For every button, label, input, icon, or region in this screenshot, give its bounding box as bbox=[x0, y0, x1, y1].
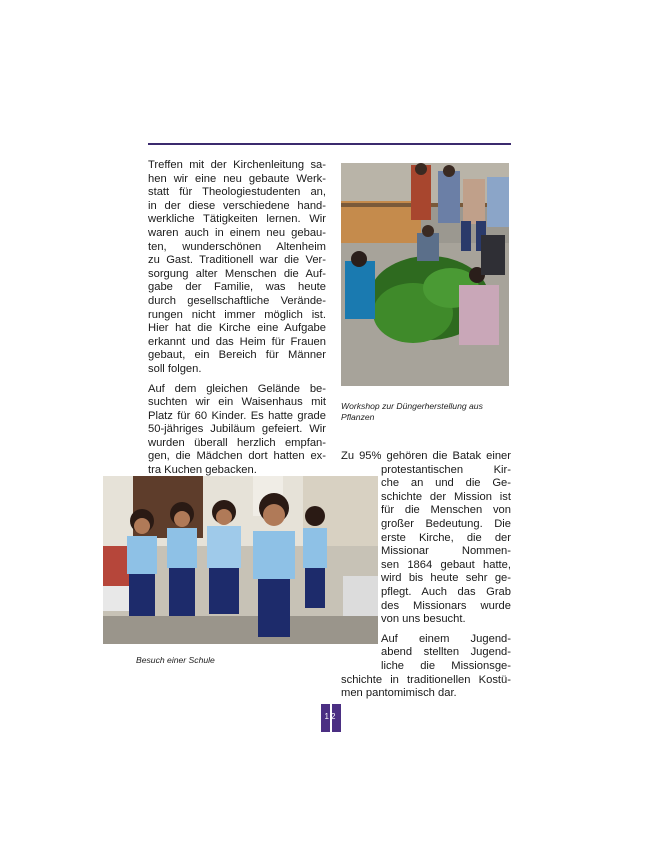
text-line: pflegt. Auch das Grab bbox=[381, 585, 511, 598]
text-line: che an und die Ge- bbox=[381, 477, 511, 490]
text-line: statt für Theologiestudenten an, bbox=[148, 186, 326, 199]
workshop-caption: Workshop zur Düngerherstellung aus Pflanzen bbox=[341, 401, 483, 422]
workshop-photo bbox=[341, 163, 509, 386]
text-line: ten, wunderschönen Altenheim bbox=[148, 240, 326, 253]
text-line: durch gesellschaftliche Verände- bbox=[148, 294, 326, 307]
text-line: soll folgen. bbox=[148, 362, 202, 375]
text-line: Hier hat die Kirche eine Aufgabe bbox=[148, 322, 326, 335]
text-line: Auf einem Jugend- bbox=[381, 632, 511, 645]
page-number bbox=[321, 704, 341, 732]
text-line: in der diese verschiedene hand- bbox=[148, 199, 326, 212]
text-line: erste Kirche, die der bbox=[381, 531, 511, 544]
text-line: zu Gast. Traditionell war die Ver- bbox=[148, 254, 326, 267]
text-line: schichte der Mission ist bbox=[381, 490, 511, 503]
text-line: gen, die Mädchen dort hatten ex- bbox=[148, 450, 326, 463]
text-line: wurden überall herzlich empfan- bbox=[148, 436, 326, 449]
text-line: gabe der Familie, was heute bbox=[148, 281, 326, 294]
text-line: schichte in traditionellen Kostü- bbox=[341, 673, 511, 686]
text-line: hen wir eine neu gebaute Werk- bbox=[148, 172, 326, 185]
text-line: großer Bedeutung. Die bbox=[381, 517, 511, 530]
right-indented-block bbox=[381, 464, 511, 627]
text-line: werkliche Tätigkeiten lernen. Wir bbox=[148, 213, 326, 226]
text-line: liche die Missionsge- bbox=[381, 659, 511, 672]
text-line: protestantischen Kir- bbox=[381, 463, 511, 476]
text-line: 50-jähriges Jubiläum gefeiert. Wir bbox=[148, 423, 326, 436]
text-line: sen 1864 gebaut hatte, bbox=[381, 558, 511, 571]
text-line: Missionar Nommen- bbox=[381, 545, 511, 558]
text-line: des Missionars wurde bbox=[381, 599, 511, 612]
text-line: Auf dem gleichen Gelände be- bbox=[148, 382, 326, 395]
school-visit-photo bbox=[103, 476, 378, 644]
left-paragraph-2 bbox=[148, 383, 326, 478]
text-line: sorgung alter Menschen die Auf- bbox=[148, 267, 326, 280]
left-paragraph-1 bbox=[148, 159, 326, 377]
text-line: suchten wir ein Waisenhaus mit bbox=[148, 396, 326, 409]
header-rule bbox=[148, 143, 511, 145]
school-visit-caption: Besuch einer Schule bbox=[136, 655, 215, 665]
left-column bbox=[148, 159, 326, 478]
right-paragraph-2-full bbox=[341, 674, 511, 701]
text-line: tra Kuchen gebacken. bbox=[148, 464, 257, 477]
right-paragraph-2-indented bbox=[381, 633, 511, 674]
text-line: von uns besucht. bbox=[381, 613, 466, 626]
text-line: waren auch in einem neu gebau- bbox=[148, 226, 326, 239]
text-line: gebaut, ein Bereich für Männer bbox=[148, 349, 326, 362]
text-line: Treffen mit der Kirchenleitung sa- bbox=[148, 159, 326, 171]
text-line: wird bis heute sehr ge- bbox=[381, 572, 511, 585]
right-line-first: Zu 95% gehören die Batak einer bbox=[341, 450, 511, 462]
text-line: abend stellten Jugend- bbox=[381, 646, 511, 659]
text-line: erkannt und das Heim für Frauen bbox=[148, 335, 326, 348]
text-line: für die Menschen von bbox=[381, 504, 511, 517]
text-line: Platz für 60 Kinder. Es hatte grade bbox=[148, 409, 326, 422]
text-line: men pantomimisch dar. bbox=[341, 687, 457, 700]
page-number-text: 12 bbox=[324, 712, 338, 721]
text-line: rungen nicht immer möglich ist. bbox=[148, 308, 326, 321]
